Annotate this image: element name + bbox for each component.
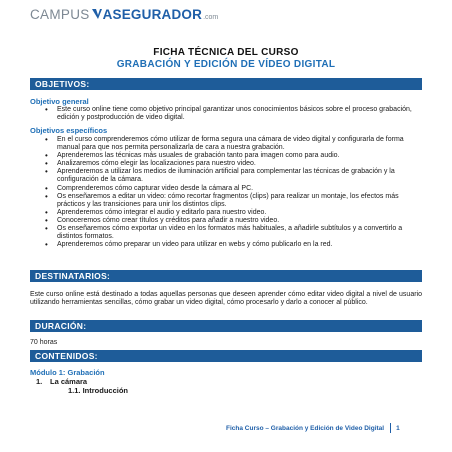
outline-item-number: 1.: [36, 377, 43, 386]
objetivo-general-list: [45, 106, 422, 122]
outline-item-la-camara: [36, 377, 87, 386]
list-item: • Aprenderemos a utilizar los medios de iluminación artificial para complementar las técnicas de grabación y la configuración de la cámara.: [45, 168, 422, 184]
section-header-destinatarios: DESTINATARIOS:: [30, 270, 422, 282]
list-item: • Aprenderemos cómo preparar un video para utilizar en webs y cómo publicarlo en la red.: [45, 241, 422, 249]
footer-divider: [390, 423, 391, 433]
section-header-contenidos: CONTENIDOS:: [30, 350, 422, 362]
campus-asegurador-logo: [30, 7, 218, 27]
section-header-duracion: DURACIÓN:: [30, 320, 422, 332]
list-item: • Aprenderemos cómo integrar el audio y editarlo para nuestro video.: [45, 209, 422, 217]
list-item: • Os enseñaremos cómo exportar un video en los formatos más habituales, a añadirle subtítulos y a convertirlo a distintos formatos.: [45, 225, 422, 241]
logo-campus-text: CAMPUS: [30, 7, 90, 22]
page-footer: [226, 422, 400, 434]
footer-text: Ficha Curso – Grabación y Edición de Video Digital: [226, 424, 385, 432]
list-item: • Os enseñaremos a editar un video: cómo recortar fragmentos (clips) para realizar un montaje, los efectos más prácticos y las transiciones para unir los distintos clips.: [45, 193, 422, 209]
outline-item-label: La cámara: [50, 377, 88, 386]
list-item: • Aprenderemos las técnicas más usuales de grabación tanto para imagen como para audio.: [45, 152, 422, 160]
list-item: • Este curso online tiene como objetivo principal garantizar unos conocimientos básicos sobre el proceso grabación, edición y postproducción de video digital.: [45, 106, 422, 122]
destinatarios-text: Este curso online está destinado a todas aquellas personas que deseen aprender cómo editar video digital a nivel de usuario utilizando herramientas sencillas, cómo grabar un video digital, cómo procesarlo y darlo a conocer al público.: [30, 291, 422, 307]
logo-domain-text: .com: [203, 14, 219, 21]
objetivo-general-heading: Objetivo general: [30, 97, 89, 106]
list-item: • Conoceremos cómo crear títulos y créditos para añadir a nuestro video.: [45, 217, 422, 225]
outline-subitem-introduccion: 1.1. Introducción: [68, 386, 129, 395]
section-header-objetivos: OBJETIVOS:: [30, 78, 422, 90]
logo-v-mark-icon: [92, 8, 102, 20]
document-title: FICHA TÉCNICA DEL CURSO: [153, 47, 299, 58]
footer-page-number: 1: [396, 424, 400, 432]
objetivos-especificos-heading: Objetivos específicos: [30, 126, 108, 135]
duracion-text: 70 horas: [30, 339, 58, 346]
document-subtitle: GRABACIÓN Y EDICIÓN DE VÍDEO DIGITAL: [116, 59, 336, 70]
list-item: • Analizaremos cómo elegir las localizaciones para nuestro video.: [45, 160, 422, 168]
list-item: • En el curso comprenderemos cómo utilizar de forma segura una cámara de video digital y configurarla de forma manual para que nos permita personalizarla de cara a nuestra grabación.: [45, 136, 422, 152]
list-item: • Comprenderemos cómo capturar video desde la cámara al PC.: [45, 185, 422, 193]
objetivos-especificos-list: [45, 136, 422, 249]
logo-asegurador-text: ASEGURADOR: [102, 7, 203, 22]
modulo-heading: Módulo 1: Grabación: [30, 368, 105, 377]
